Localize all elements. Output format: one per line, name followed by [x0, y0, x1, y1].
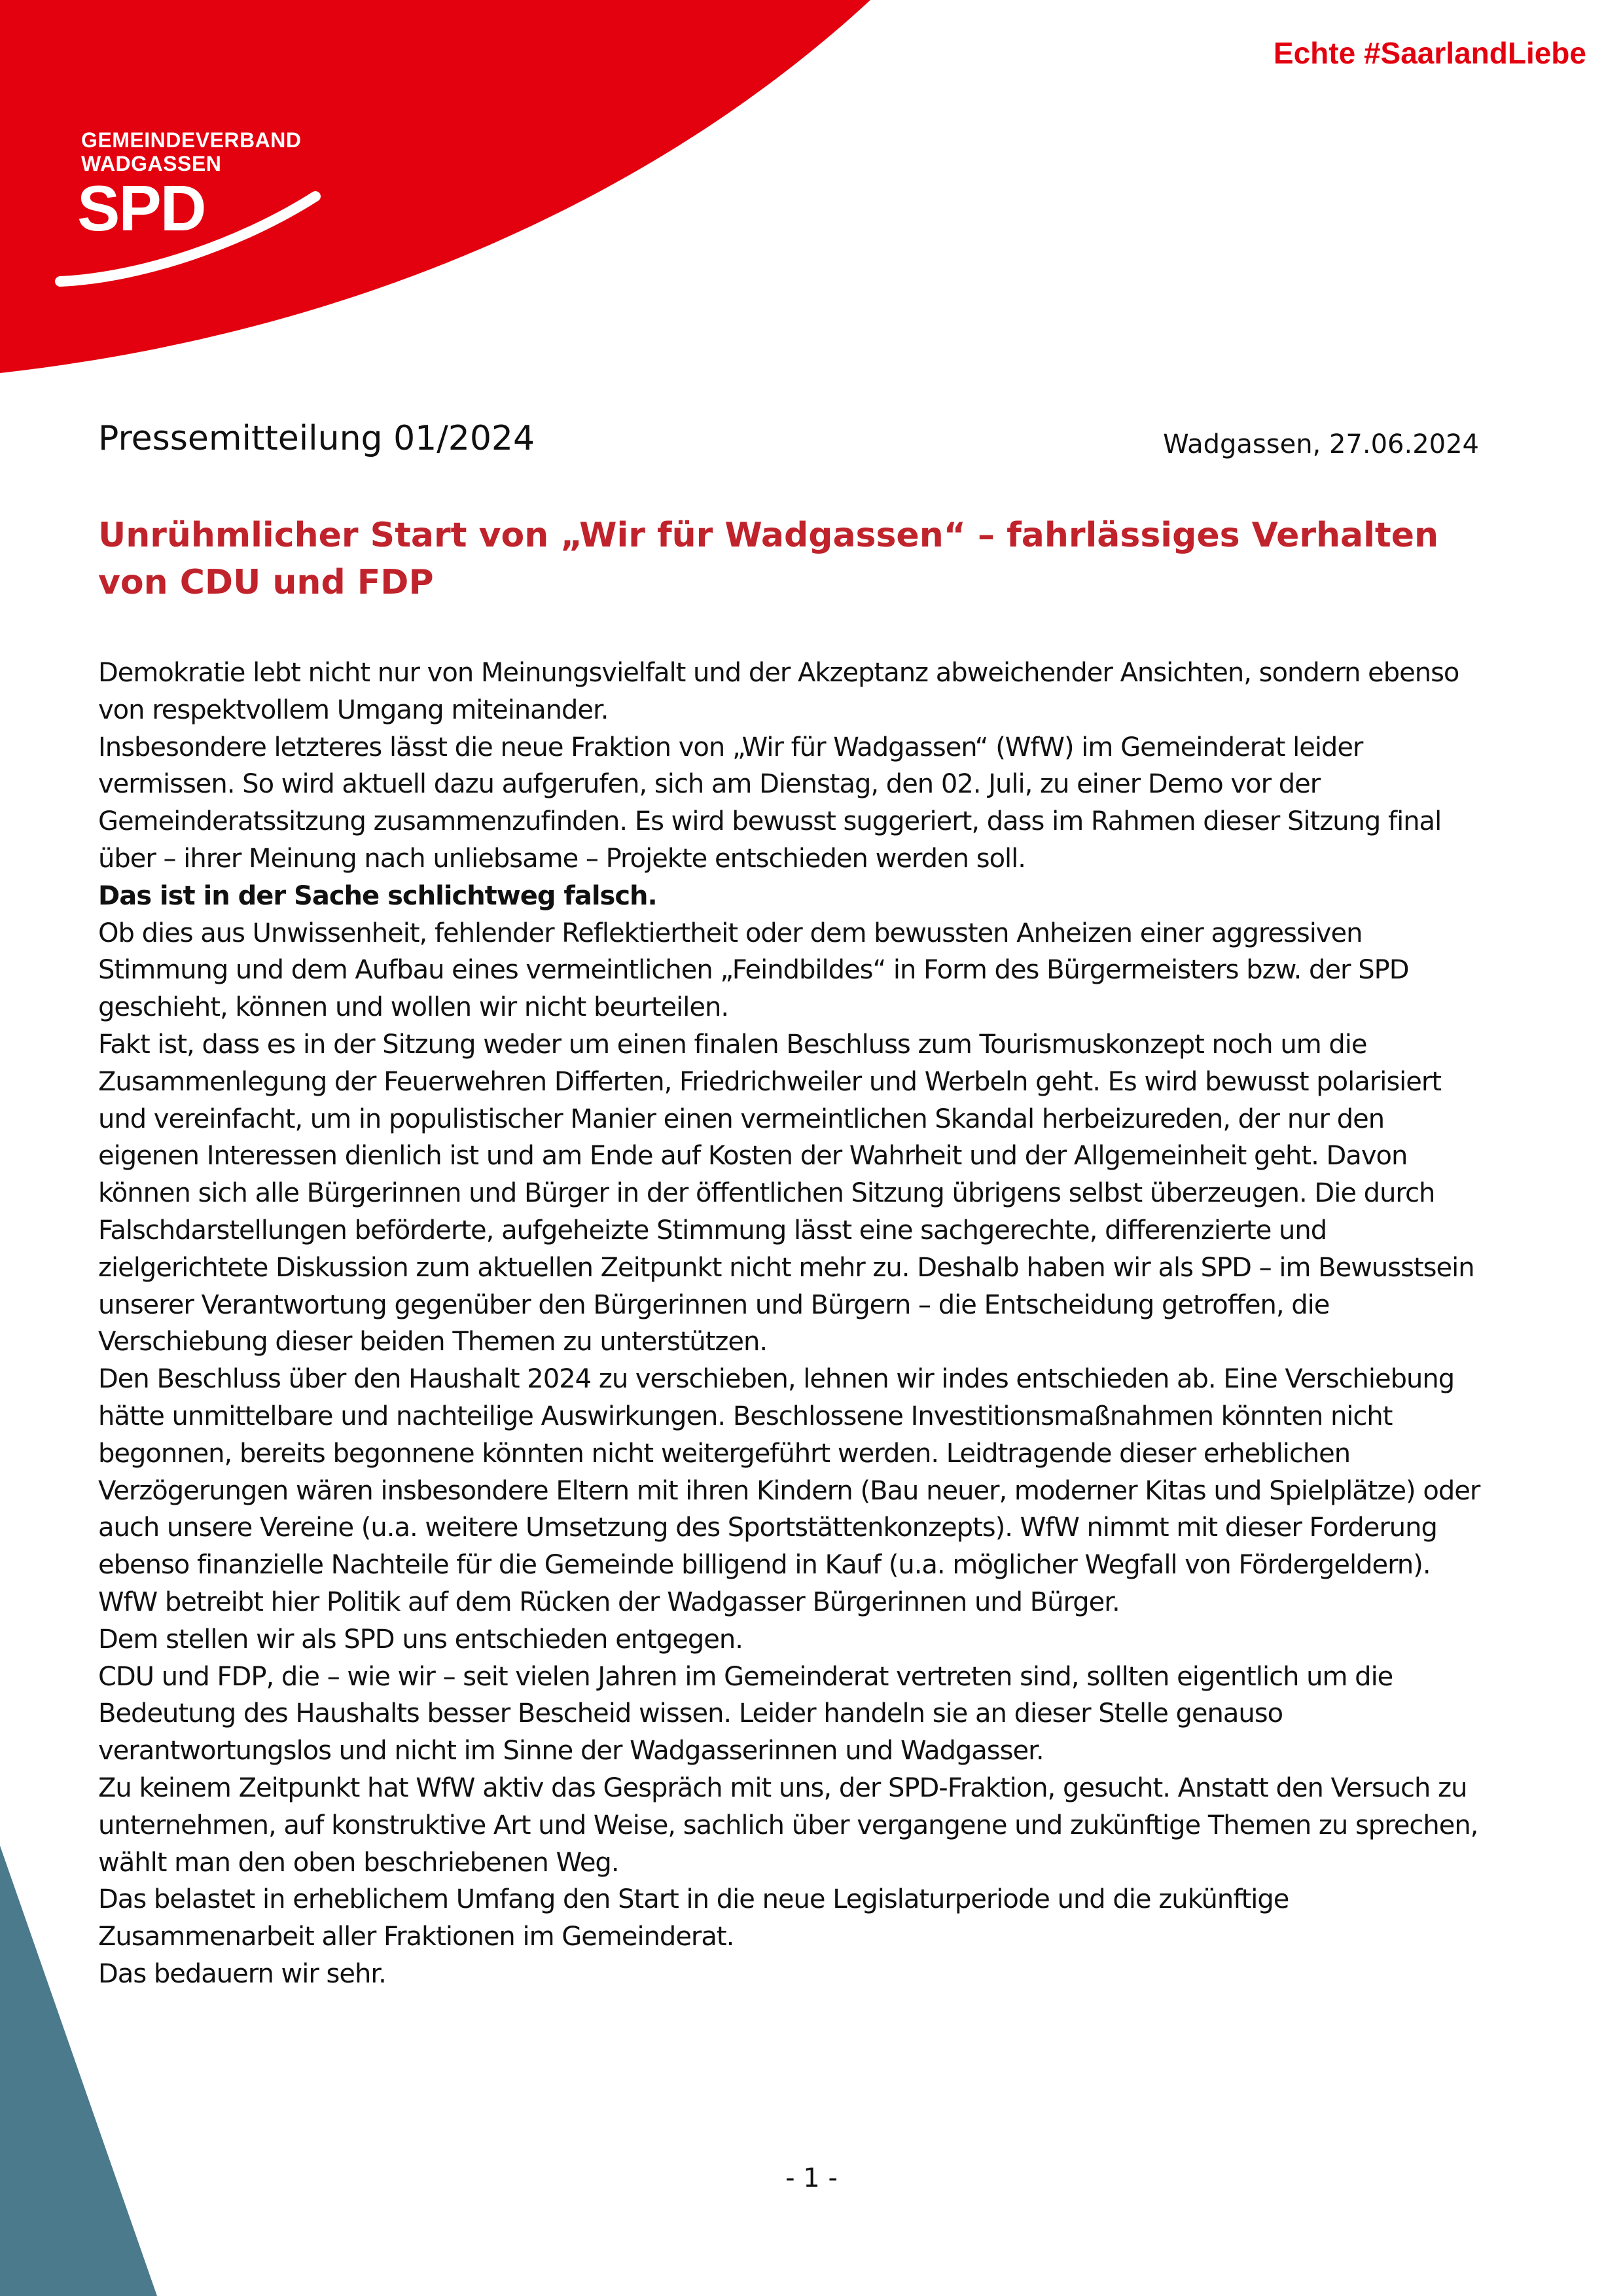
- page-number: - 1 -: [785, 2163, 838, 2193]
- press-headline: Unrühmlicher Start von „Wir für Wadgassen“ – fahrlässiges Verhalten von CDU und FDP: [98, 516, 1439, 602]
- body-paragraph: Das belastet in erheblichem Umfang den Start in die neue Legislaturperiode und die zukünftige Zusammenarbeit aller Fraktionen im Gemeinderat.: [98, 1884, 1289, 1952]
- body-paragraph: Fakt ist, dass es in der Sitzung weder um einen finalen Beschluss zum Tourismuskonzept noch um die Zusammenlegung der Feuerwehren Differten, Friedrichweiler und Werbeln geht. Es wird bewusst polarisiert und vereinfacht, um in populistischer Manier einen vermeintlichen Skandal herbeizureden, der nur den eigenen Interessen dienlich ist und am Ende auf Kosten der Wahrheit und der Allgemeinheit geht. Davon können sich alle Bürgerinnen und Bürger in der öffentlichen Sitzung übrigens selbst überzeugen. Die durch Falschdarstellungen beförderte, aufgeheizte Stimmung lässt eine sachgerechte, differenzierte und zielgerichtete Diskussion zum aktuellen Zeitpunkt nicht mehr zu. Deshalb haben wir als SPD – im Bewusstsein unserer Verantwortung gegenüber den Bürgerinnen und Bürgern – die Entscheidung getroffen, die Verschiebung dieser beiden Themen zu unterstützen.: [98, 1029, 1474, 1357]
- body-paragraph-emphasis: Das ist in der Sache schlichtweg falsch.: [98, 880, 657, 911]
- body-paragraph: CDU und FDP, die – wie wir – seit vielen Jahren im Gemeinderat vertreten sind, sollten eigentlich um die Bedeutung des Haushalts besser Bescheid wissen. Leider handeln sie an dieser Stelle genauso verantwortungslos und nicht im Sinne der Wadgasserinnen und Wadgasser.: [98, 1661, 1393, 1767]
- logo-party-name: SPD: [77, 172, 205, 244]
- body-paragraph: Dem stellen wir als SPD uns entschieden entgegen.: [98, 1624, 743, 1655]
- body-paragraph: Ob dies aus Unwissenheit, fehlender Reflektiertheit oder dem bewussten Anheizen einer aggressiven Stimmung und dem Aufbau eines vermeintlichen „Feindbildes“ in Form des Bürgermeisters bzw. der SPD geschieht, können und wollen wir nicht beurteilen.: [98, 918, 1409, 1023]
- logo-org-line-1: GEMEINDEVERBAND: [81, 128, 302, 152]
- body-paragraph: Insbesondere letzteres lässt die neue Fraktion von „Wir für Wadgassen“ (WfW) im Gemeinderat leider vermissen. So wird aktuell dazu aufgerufen, sich am Dienstag, den 02. Juli, zu einer Demo vor der Gemeinderatssitzung zusammenzufinden. Es wird bewusst suggeriert, dass im Rahmen dieser Sitzung final über – ihrer Meinung nach unliebsame – Projekte entschieden werden soll.: [98, 732, 1442, 874]
- place-and-date: Wadgassen, 27.06.2024: [1163, 429, 1479, 459]
- slogan-text: Echte #SaarlandLiebe: [1273, 36, 1586, 70]
- logo-org-line-2: WADGASSEN: [81, 152, 222, 175]
- press-body: [98, 655, 1486, 1993]
- body-paragraph: Zu keinem Zeitpunkt hat WfW aktiv das Gespräch mit uns, der SPD-Fraktion, gesucht. Anstatt den Versuch zu unternehmen, auf konstruktive Art und Weise, sachlich über vergangene und zukünftige Themen zu sprechen, wählt man den oben beschriebenen Weg.: [98, 1772, 1478, 1878]
- logo-organization: [81, 128, 301, 175]
- document-type: Pressemitteilung 01/2024: [98, 419, 535, 458]
- body-paragraph: Demokratie lebt nicht nur von Meinungsvielfalt und der Akzeptanz abweichender Ansichten, sondern ebenso von respektvollem Umgang miteinander.: [98, 658, 1459, 725]
- body-paragraph: Das bedauern wir sehr.: [98, 1958, 386, 1989]
- body-paragraph: Den Beschluss über den Haushalt 2024 zu verschieben, lehnen wir indes entschieden ab. Eine Verschiebung hätte unmittelbare und nachteilige Auswirkungen. Beschlossene Investitionsmaßnahmen könnten nicht begonnen, bereits begonnene könnten nicht weitergeführt werden. Leidtragende dieser erheblichen Verzögerungen wären insbesondere Eltern mit ihren Kindern (Bau neuer, moderner Kitas und Spielplätze) oder auch unsere Vereine (u.a. weitere Umsetzung des Sportstättenkonzepts). WfW nimmt mit dieser Forderung ebenso finanzielle Nachteile für die Gemeinde billigend in Kauf (u.a. möglicher Wegfall von Fördergeldern). WfW betreibt hier Politik auf dem Rücken der Wadgasser Bürgerinnen und Bürger.: [98, 1364, 1480, 1617]
